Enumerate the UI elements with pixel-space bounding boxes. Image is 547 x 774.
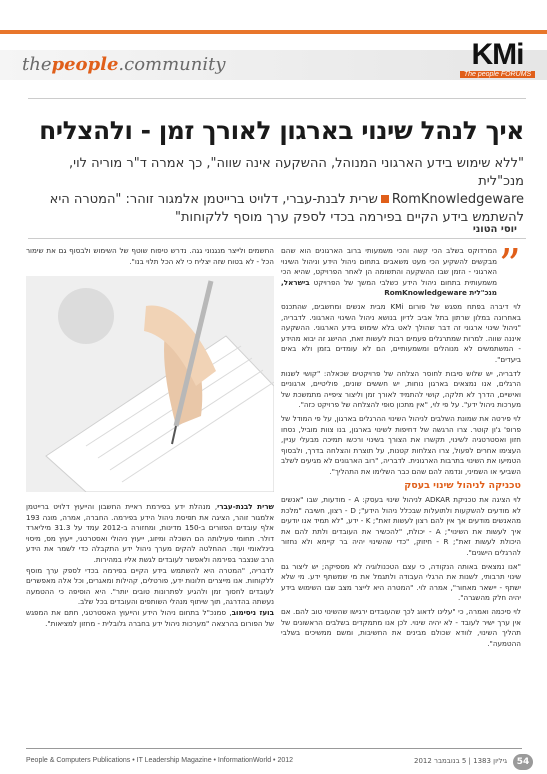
caption-p1: , מנהלת ידע בפירמת ראיית החשבון והייעוץ דלויט ברייטמן אלמגור זוהר, הציגה את תפיסת ניהול הידע בפירמה. החברה, אמרה, מונה 193 אלף עובדים הפזורים ב-150 מדינות, ומחזורה ב-2012 עמד על 31.3 מיליארד דולר. תחומי פעילותה הם השכלה ומיזוג, ייעוץ ניהולי ואסטרטגי, ייעוץ מס, מיסוי בינלאומי ועוד. ההחלטה להקים מערך ניהול ידע התקבלה כדי לשמר את הידע הרב שנצבר בפירמה ולאפשר לעובדים לגשת אליו במהירות. (26, 502, 274, 564)
caption-p3: , סמנכ"ל בתחום ניהול הידע והייעוץ האסטרטגי, חתם את המפגש של הפורום בהרצאה "מערכות ניהול ידע בחברה גלובלית - מחזון למציאות". (26, 607, 274, 628)
brand-post: .community (118, 54, 226, 75)
section-subhead: טכניקה לניהול שינוי בעסק (404, 480, 521, 492)
paragraph (281, 240, 521, 299)
page-number: 54 (513, 754, 533, 770)
right-column (281, 240, 521, 744)
article-lead (34, 155, 524, 227)
left-column-top (26, 246, 274, 274)
article-photo (26, 276, 274, 492)
logo-text: KMi (471, 38, 524, 71)
orange-rule (0, 30, 547, 34)
author-byline: יוסי הטוני (472, 224, 517, 235)
lead-line-1: "ללא שימוש בידע הארגוני המנוהל, ההשקעה אינה שווה", כך אמרה ד"ר מוריה לוי, מנכ"לית (69, 156, 524, 189)
paragraph: לוי פירטה את שמונת השלבים לניהול השינוי ההרגלים בארגון, על פי המודל של פרופ' ג'ון קוטר. צרו הרגשה של דחיפות לשינוי בארגון, בנו צוות מוביל, נסחו חזון ואסטרטגיה לשינוי, תקשרו את הצורך בשינוי ורכשו תמיכה מבעלי עניין, העצימו אחרים לפעול, צרו הצלחות קטנות, על תוצרת והצלחה בדרך, ולבסוף הטמיעו את השינוי בתרבות הארגונית. לדבריה, "רוב הארגונים לא מגיעים לשלב השביעי או השמיני, ונדמה להם שהם כבר השלימו את התהליך". (281, 413, 521, 476)
paragraph: לוי דיברה בפתח מפגש של פורום KMi מבית אנשים ומחשבים, שהתכנס באחרונה במלון שרתון בתל אביב לדיון בנושא ניהול השינוי הארגוני. לדבריה, "ניהול שינוי ארגוני זה דבר שהולך לאט בלא שימוש בידע הארגוני. ההשקעה איננה שווה. למרות שמתרגלים פעמים רבות לעשות זאת, ההישג זה יבוא מהידע - המשתמשים לא מנוהלים ומשמעותיים, הם לא עומדים בזמן ולא באים ביעדים". (281, 301, 521, 364)
brand-pre: the (22, 54, 52, 75)
footer-issue: גיליון 1383 | 5 בנובמבר 2012 (414, 757, 507, 765)
lead-line-3: להשתמש בידע הקיים בפירמה בכדי לספק ערך מוסף ללקוחות" (175, 210, 524, 225)
header-divider (28, 98, 526, 99)
brand-strong: people (51, 54, 119, 75)
lead-divider (28, 238, 526, 239)
lead-company: RomKnowledgeware (391, 192, 524, 207)
paragraph: לוי סיכמה ואמרה, כי "עלינו לדאוג לכך שהעובדים ירגישו שהשינוי טוב להם. אם אין ערך ישיר לעובד - לא יהיה שינוי. לכן אנו מתמקדים בשלבים הראשונים של תהליך השינוי, לוודא שכולם מבינים את החשיבות, ומשם ממשיכים בשלבי ההטמעה". (281, 607, 521, 648)
community-brand (22, 54, 226, 75)
lead-line-2-rest: שרית לבנת-עברי, דלויט ברייטמן אלמגור זוהר: "המטרה היא (49, 192, 378, 207)
open-quote-icon: ” (498, 240, 521, 291)
article-title: איך לנהל שינוי בארגון לאורך זמן - ולהצליח (39, 116, 524, 145)
p1-tail: בישראל, מנכ"לית RomKnowledgeware (281, 277, 497, 298)
footer-rule (26, 748, 522, 749)
photo-caption-column (26, 502, 274, 629)
page-footer (0, 748, 547, 774)
caption-name-2: בועז ניסימוב (231, 607, 274, 617)
p1-text: המרדוקס בשלב הכי קשה והכי משמעותי ברוב הארגונים הוא שהם מבקשים להשקיע הכי מעט משאבים בתחום ניהול הידע וניהול השינוי הארגוני - הזמן שבו ההשקעה והתשומה הן לאחר הפרויקט, שהיא הכי משמעותית בתחום ניהול הידע כשלבי המשך של הפרויקט (281, 246, 497, 287)
footer-publisher: People & Computers Publications • IT Leadership Magazine • InformationWorld • 2012 (26, 757, 294, 764)
paragraph: החשמים ולייצר מנגנוני גגה. נדרש טיפוח שוטף של השימוש ולבסוף גם את שימור הכל - לא בטוח שזה יצליח כי לא הכל תלוי בנו". (26, 246, 274, 266)
paragraph: "אנו נמצאים באותה הנקודה, כי עצם הטכנולוגיה לא מספיקה; יש ליצור גם שינוי תרבותי, לשנות את הרגלי העבודה ולתגמל את מי שמשתף ידע. מי שלא ישתף - יישאר מאחור", אמרה לוי. "המטרה היא לייצר מצב שבו השימוש בידע יהיה חלק מהשגרה". (281, 561, 521, 603)
bullet-square-icon (381, 195, 389, 203)
lead-line-2 (34, 191, 524, 209)
hand-writing-illustration (26, 276, 274, 492)
paragraph: לדבריה, יש שלוש סיבות לחוסר הצלחה של פרויקטים שכאלה: "קושי לשנות הרגלים, אנו נמצאים בארגון נוחות, יש חששים שונים, פוליטיים, ארגוניים ואישיים, הדרך לא תלקה, קושי להתמיד לאורך זמן וליצור ציפייה מתמשכת של מערכות ניהול ידע". על פי לוי, "אין מתכון סופי להצלחה של פרויקט כזה". (281, 368, 521, 410)
caption-name: שרית לבנת-עברי (217, 502, 274, 511)
caption-p2: לדבריה, "המטרה היא להשתמש בידע הקיים בפירמה בכדי לספק ערך מוסף ללקוחות. אנו מייצרים חלונות ידע, פורטלים, קהילות ומאגרים, וכל אלה מאפשרים לעובדים לחסוך זמן ולהגיע לפתרונות טובים יותר". היא הוסיפה כי ההטמעה נעשתה בהדרגה, תוך שיתוף מנהלי השותפים והעובדים בכל שלב. (26, 565, 274, 607)
logo-tag: The people FORUMS (460, 71, 535, 78)
paragraph: לוי הציגה את טכניקת ADKAR לניהול שינוי בעסק: A - מודעות, שבו "אנשים לא מודעים להשקעות ולתועלות שבכלל ניהול הידע"; D - רצון, חשיבה "מלכת מהאנשים מודעים אך אין להם רצון לעשות זאת"; K - ידע, "לא תמיד אנו יודעים איך לעשות את השינוי"; A - יכולת, "להכשיר את העובדים ולתת להם את היכולת לעשות זאת"; R - חיזוק, "כדי שהשינוי יהיה בר קיימא ולא נחזור להרגלים הישנים". (281, 495, 521, 558)
top-band (0, 0, 547, 36)
kmi-logo (460, 40, 535, 82)
